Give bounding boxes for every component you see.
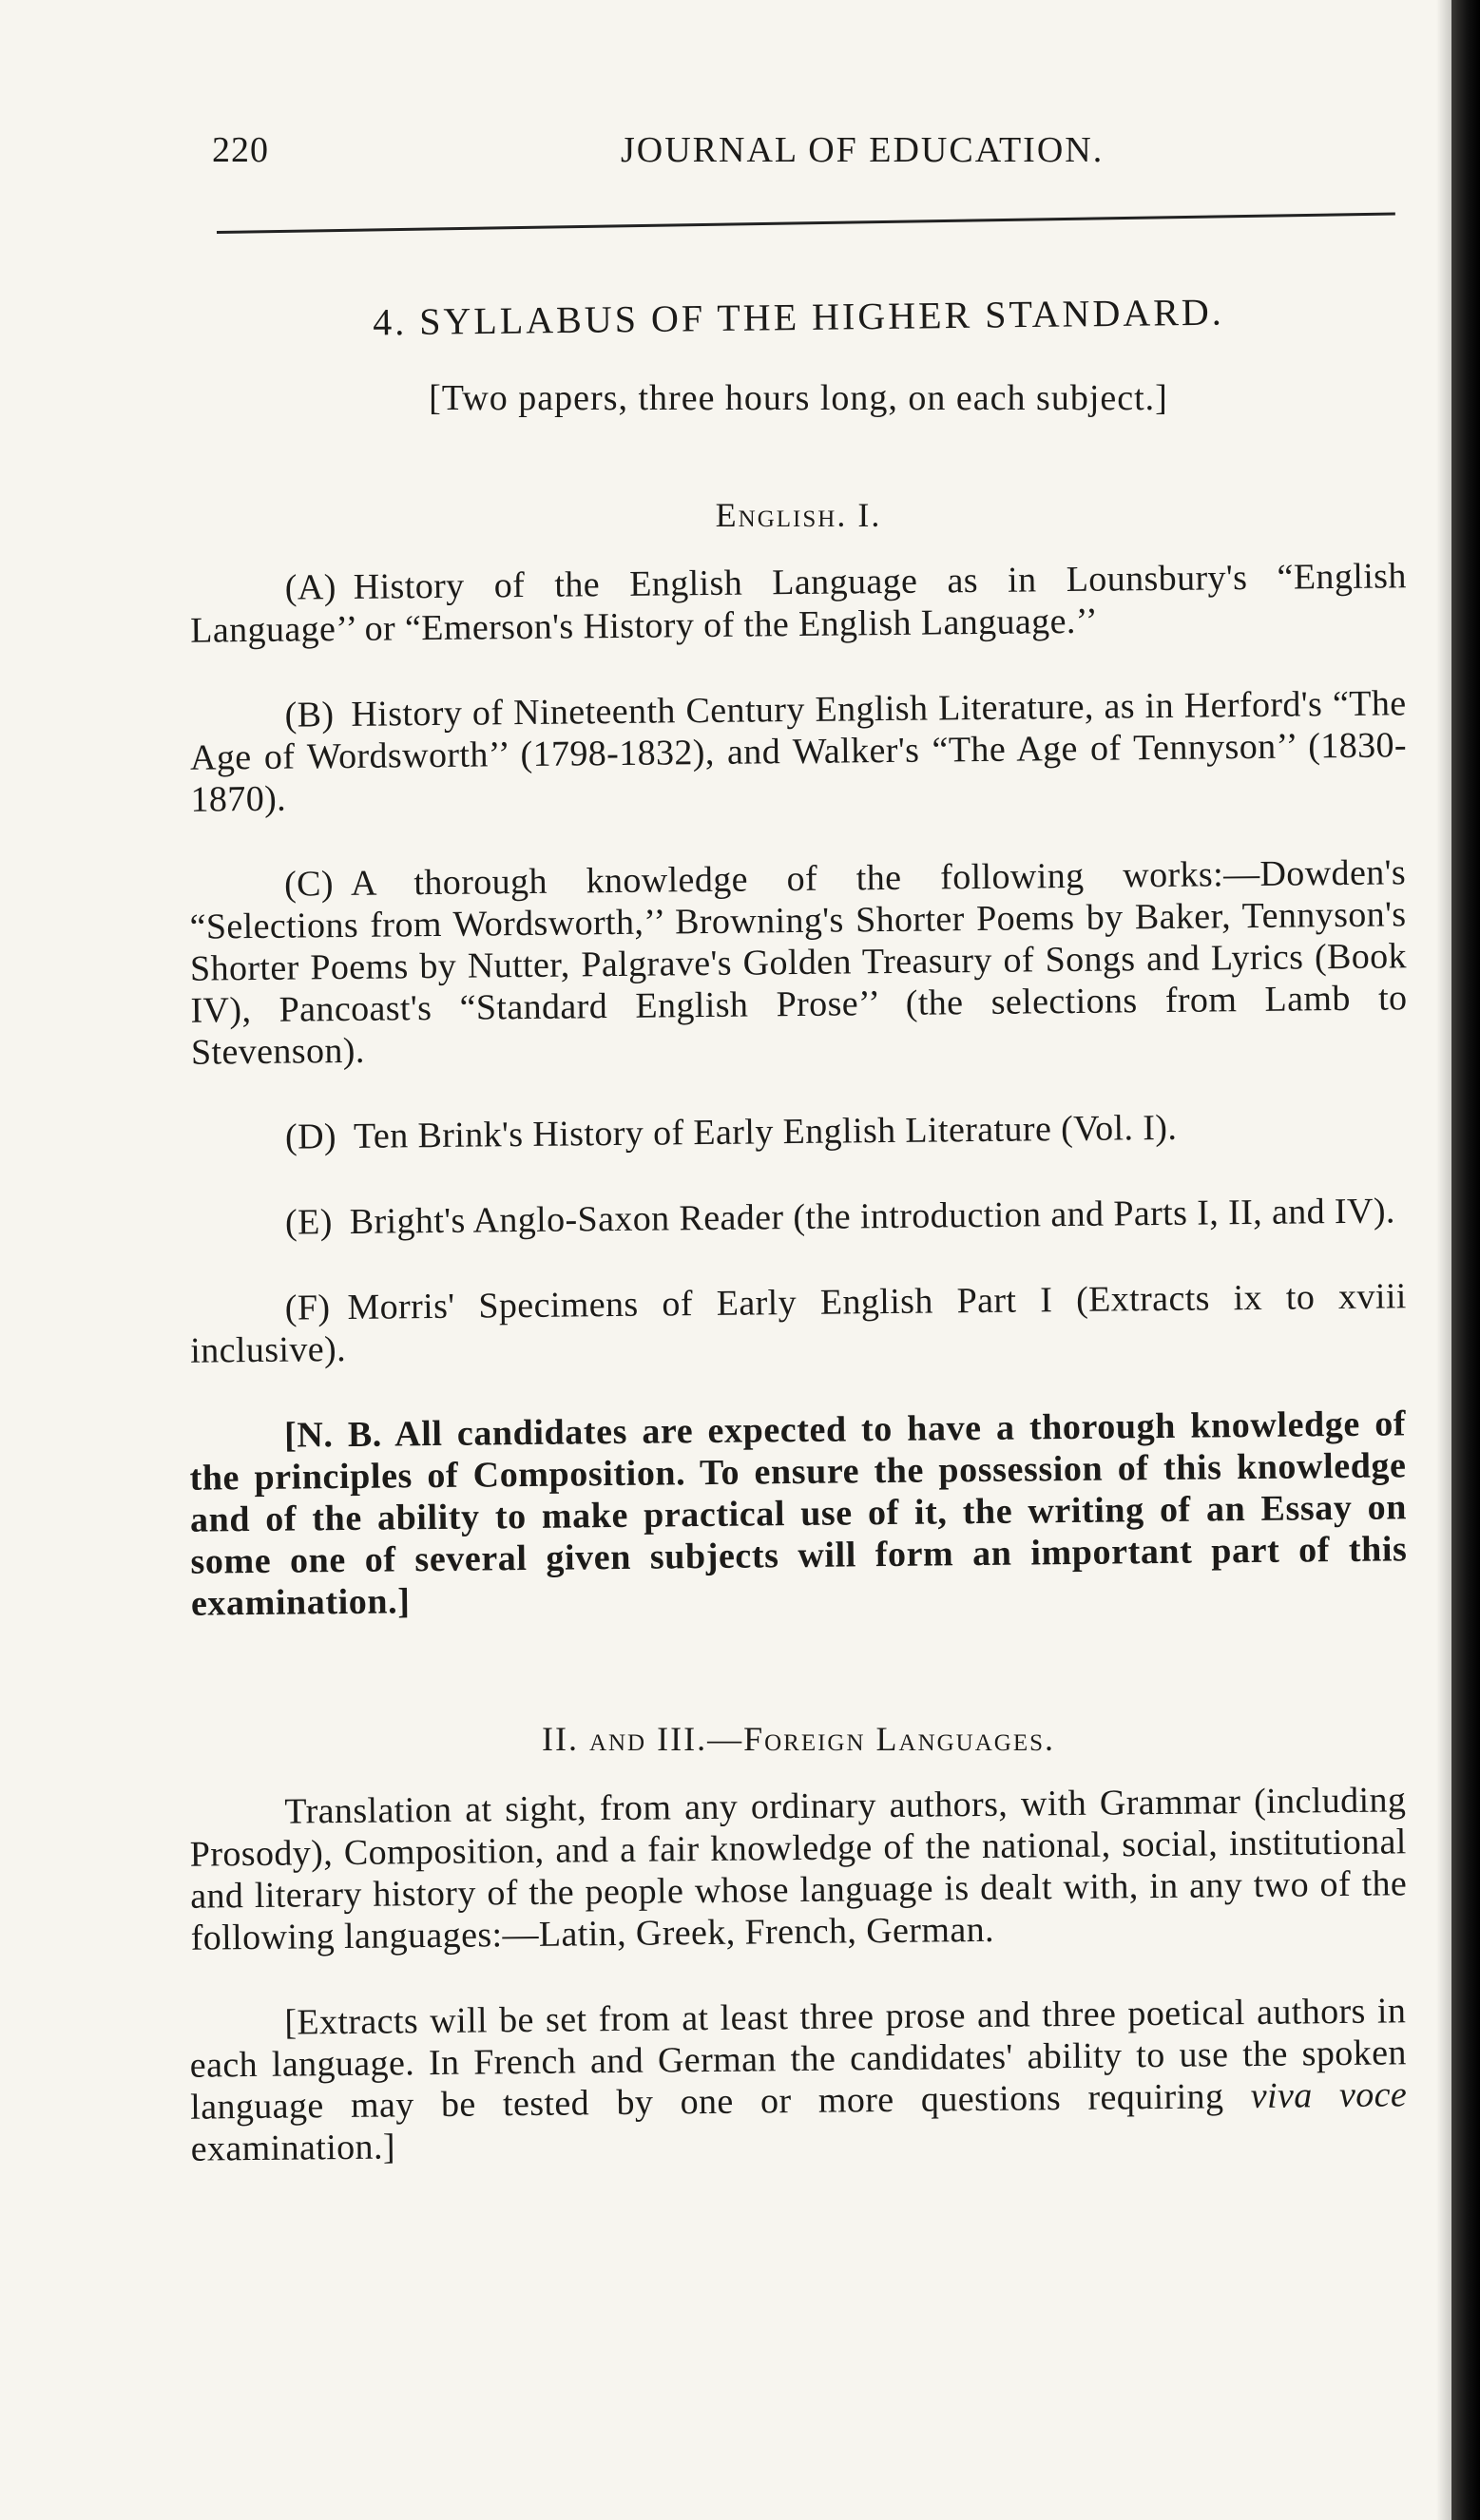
item-text: History of the English Language as in Lounsbury's “English Language’’ or “Emerson's History of the English Language.’’ <box>190 556 1407 651</box>
syllabus-item-d <box>190 1104 1407 1158</box>
item-text: Bright's Anglo-Saxon Reader (the introduction and Parts I, II, and IV). <box>349 1191 1396 1242</box>
extracts-note-italic: viva voce <box>1250 2074 1408 2117</box>
item-label: (A) <box>284 567 336 608</box>
page-header <box>212 129 1163 186</box>
item-label: (C) <box>283 864 335 905</box>
syllabus-item-a <box>190 555 1408 651</box>
item-text: History of Nineteenth Century English Literature, as in Herford's “The Age of Wordsworth’’ (1798-1832), and Walker's “The Age of Tennyson’’ (1830-1870). <box>189 683 1408 820</box>
extracts-note <box>189 1990 1408 2169</box>
subject-heading-english: English. I. <box>715 496 882 534</box>
binding-shadow <box>1436 0 1451 2520</box>
syllabus-item-c <box>189 851 1408 1073</box>
item-label: (E) <box>284 1202 333 1243</box>
subject-heading-foreign: II. and III.—Foreign Languages. <box>541 1720 1056 1758</box>
syllabus-item-b <box>189 682 1407 820</box>
composition-note: [N. B. All candidates are expected to have a thorough knowledge of the principles of Composition. To ensure the possession of this knowledge and of the ability to make practical use of it, the writing of an Essay on some one of several given subjects will form an important part of this examination.] <box>189 1403 1408 1624</box>
binding-edge <box>1451 0 1480 2520</box>
item-label: (D) <box>284 1117 337 1157</box>
extracts-note-text: [Extracts will be set from at least three prose and three poetical authors in each language. In French and German the candidates' ability to use the spoken language may be tested by one or more questions requiring <box>189 1991 1407 2128</box>
item-label: (F) <box>284 1288 331 1328</box>
page-number: 220 <box>212 130 269 170</box>
item-text: Morris' Specimens of Early English Part I (Extracts ix to xviii inclusive). <box>190 1276 1407 1371</box>
section-spacer <box>190 1662 1407 1719</box>
running-title: JOURNAL OF EDUCATION. <box>621 130 1105 170</box>
item-text: A thorough knowledge of the following works:—Dowden's “Selections from Wordsworth,’’ Browning's Shorter Poems by Baker, Tennyson's Shorter Poems by Nutter, Palgrave's Golden Treasury of Songs and Lyrics (Book IV), Pancoast's “Standard English Prose’’ (the selections from Lamb to Stevenson). <box>189 852 1408 1073</box>
syllabus-item-f <box>190 1275 1408 1371</box>
syllabus-item-e <box>190 1190 1407 1244</box>
section-note: [Two papers, three hours long, on each subject.] <box>429 378 1168 418</box>
foreign-languages-paragraph: Translation at sight, from any ordinary authors, with Grammar (including Prosody), Composition, and a fair knowledge of the national, social, institutional and literary history of the people whose language is dealt with, in any two of the following languages:—Latin, Greek, French, German. <box>189 1780 1408 1958</box>
item-text: Ten Brink's History of Early English Literature (Vol. I). <box>353 1107 1178 1156</box>
header-rule <box>217 213 1395 234</box>
item-label: (B) <box>284 695 335 735</box>
section-title: 4. SYLLABUS OF THE HIGHER STANDARD. <box>372 290 1225 344</box>
extracts-note-ending: examination.] <box>190 2127 396 2169</box>
page-content <box>190 285 1407 2207</box>
